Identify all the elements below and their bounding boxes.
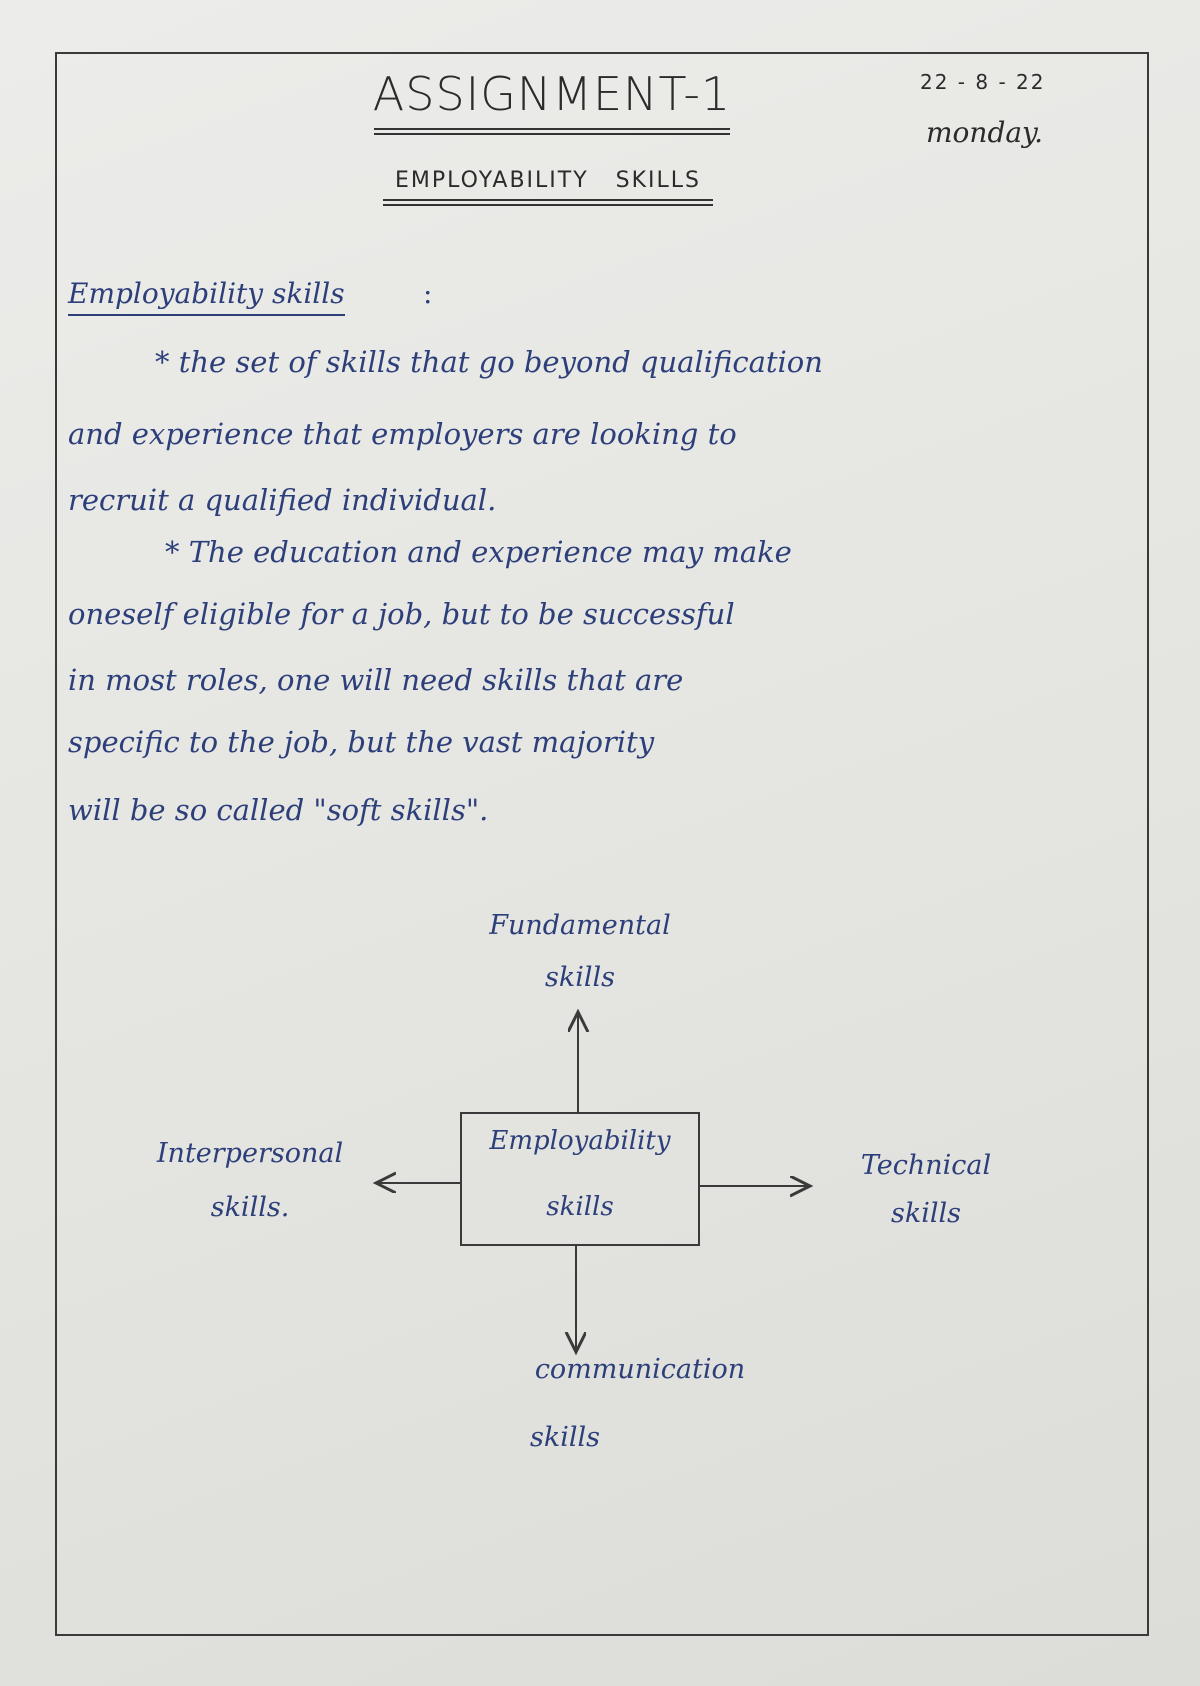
- body-line: * The education and experience may make: [165, 535, 792, 569]
- top-skill-label-2: skills: [545, 962, 615, 993]
- body-line: specific to the job, but the vast majority: [68, 725, 655, 759]
- left-skill-label-1: Interpersonal: [156, 1138, 344, 1169]
- body-line: oneself eligible for a job, but to be successful: [68, 597, 735, 631]
- center-skill-label-2: skills: [546, 1192, 614, 1222]
- body-line: in most roles, one will need skills that are: [68, 663, 684, 697]
- section-heading: Employability skills: [68, 276, 345, 316]
- right-skill-label-2: skills: [891, 1198, 961, 1229]
- body-line: * the set of skills that go beyond qualification: [155, 345, 823, 379]
- day-text: monday.: [926, 116, 1044, 149]
- bottom-skill-label-1: communication: [534, 1354, 746, 1385]
- body-line: and experience that employers are looking to: [68, 417, 737, 451]
- body-line: will be so called "soft skills".: [68, 793, 489, 827]
- date-text: 22 - 8 - 22: [920, 70, 1046, 94]
- center-skill-box: [460, 1112, 700, 1246]
- section-heading-colon: :: [423, 277, 433, 310]
- bottom-skill-label-2: skills: [530, 1422, 600, 1453]
- page-title: ASSIGNMENT-1: [372, 67, 732, 121]
- top-skill-label-1: Fundamental: [489, 910, 671, 941]
- page-subtitle: EMPLOYABILITY SKILLS: [394, 168, 702, 193]
- right-skill-label-1: Technical: [860, 1150, 992, 1181]
- center-skill-label-1: Employability: [489, 1126, 671, 1156]
- left-skill-label-2: skills.: [210, 1192, 290, 1223]
- body-line: recruit a qualified individual.: [68, 483, 497, 517]
